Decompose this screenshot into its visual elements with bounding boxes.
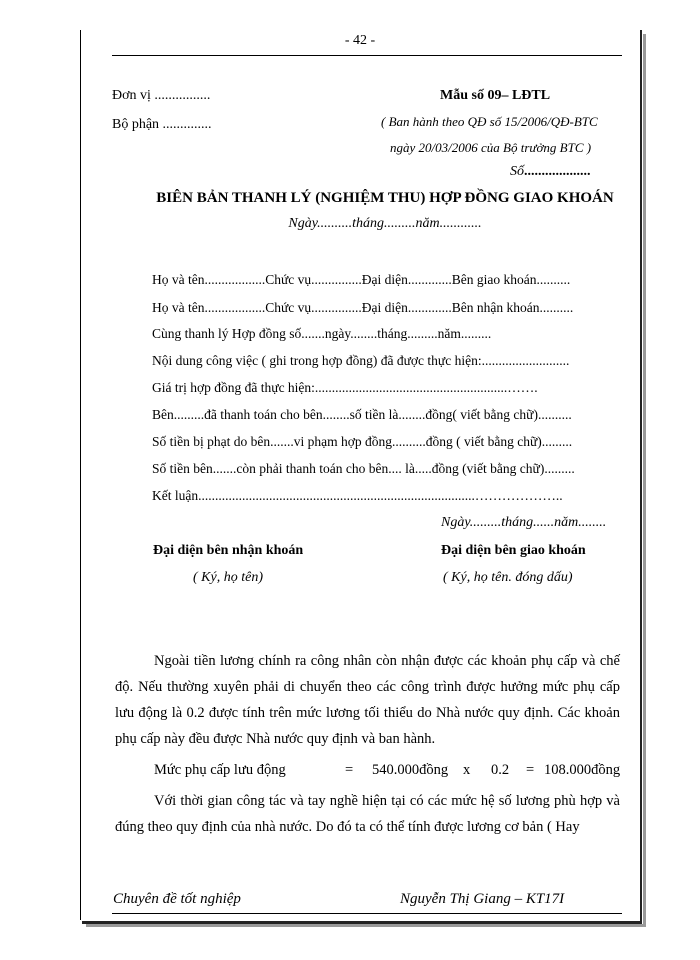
number-label: Số: [510, 164, 524, 179]
form-line-penalty: Số tiền bị phạt do bên.......vi phạm hợp đồng..........đồng ( viết bằng chữ).........: [152, 434, 573, 449]
form-line-receiver: Họ và tên..................Chức vụ...............Đại diện.............Bên nhận khoán..........: [152, 300, 574, 315]
signature-giver-title: Đại diện bên giao khoán: [441, 543, 586, 558]
page-border-shadow-right: [643, 34, 646, 926]
issued-line-2: ngày 20/03/2006 của Bộ trưởng BTC ): [390, 140, 592, 155]
form-line-conclusion: Kết luận..................................................................................………………..: [152, 488, 563, 503]
footer-thesis: Chuyên đề tốt nghiệp: [113, 891, 241, 907]
form-line-contract: Cùng thanh lý Hợp đồng số.......ngày........tháng.........năm.........: [152, 326, 492, 341]
formula-equals-2: =: [526, 762, 535, 778]
paragraph-salary: Với thời gian công tác và tay nghề hiện tại có các mức hệ số lương phù hợp và đúng theo quy định của nhà nước. Do đó ta có thể tính được lương cơ bản ( Hay: [115, 793, 620, 835]
form-code: Mẫu số 09– LĐTL: [440, 88, 551, 103]
signature-receiver-note: ( Ký, họ tên): [193, 570, 263, 585]
sign-date: Ngày.........tháng......năm........: [441, 515, 607, 530]
paragraph-allowance: Ngoài tiền lương chính ra công nhân còn nhận được các khoản phụ cấp và chế độ. Nếu thường xuyên phải di chuyển theo các công trình được hưởng mức phụ cấp lưu động là 0.2 được tính trên mức lương tối thiểu do Nhà nước quy định. Các khoản phụ cấp này đều được Nhà nước quy định và ban hành.: [115, 653, 620, 747]
page-number: - 42 -: [344, 33, 376, 48]
formula-times: x: [463, 762, 471, 778]
page-border-shadow-bottom: [86, 924, 646, 927]
number-dots: ...................: [524, 164, 591, 179]
signature-receiver-title: Đại diện bên nhận khoán: [153, 543, 304, 558]
formula-base: 540.000đồng: [372, 762, 449, 778]
department-field: Bộ phận ..............: [112, 117, 212, 132]
document-date: Ngày..........tháng.........năm............: [288, 216, 482, 231]
page-border-left: [80, 30, 81, 920]
form-line-contract-value: Giá trị hợp đồng đã thực hiện:.........................................................…….: [152, 380, 538, 395]
formula-label: Mức phụ cấp lưu động: [154, 762, 286, 778]
formula-equals-1: =: [345, 762, 354, 778]
formula-result: 108.000đồng: [544, 762, 621, 778]
document-title: BIÊN BẢN THANH LÝ (NGHIỆM THU) HỢP ĐỒNG GIAO KHOÁN: [156, 190, 614, 206]
form-line-paid: Bên.........đã thanh toán cho bên........số tiền là........đồng( viết bằng chữ)..........: [152, 407, 572, 422]
page-border-bottom: [82, 921, 642, 924]
header-rule: [112, 55, 622, 56]
signature-giver-note: ( Ký, họ tên. đóng dấu): [443, 570, 573, 585]
formula-rate: 0.2: [491, 762, 510, 778]
document-number: [510, 164, 591, 180]
unit-field: Đơn vị ................: [112, 88, 211, 103]
footer-rule: [112, 913, 622, 914]
form-line-work-content: Nội dung công việc ( ghi trong hợp đồng) đã được thực hiện:..........................: [152, 353, 570, 368]
page-border-right: [640, 30, 642, 922]
issued-line-1: ( Ban hành theo QĐ số 15/2006/QĐ-BTC: [381, 114, 598, 129]
form-line-giver: Họ và tên..................Chức vụ...............Đại diện.............Bên giao khoán..........: [152, 272, 571, 287]
footer-author: Nguyễn Thị Giang – KT17I: [400, 891, 565, 907]
form-line-remaining: Số tiền bên.......còn phải thanh toán cho bên.... là.....đồng (viết bằng chữ).........: [152, 461, 575, 476]
